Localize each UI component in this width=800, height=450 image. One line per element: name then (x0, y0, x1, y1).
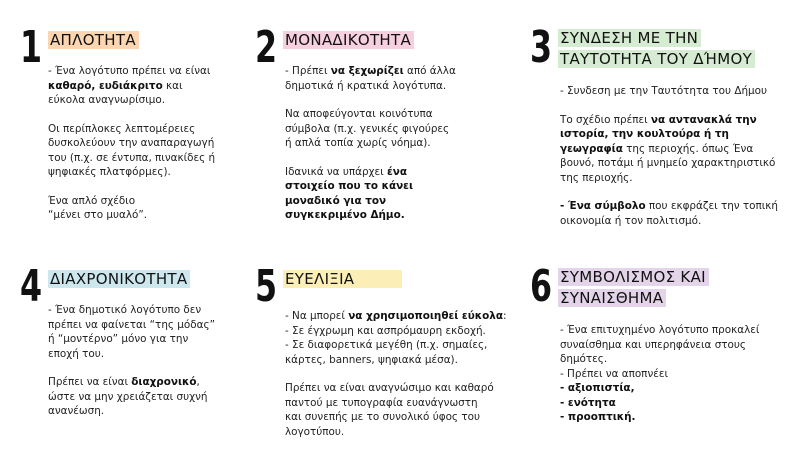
paragraph: - Συνδεση με την Ταυτότητα του Δήμου (560, 85, 768, 97)
section-body (560, 323, 800, 425)
section-number: 1 (20, 22, 43, 73)
bold-text: - Ένα σύμβολο (560, 200, 646, 212)
section-body (48, 64, 258, 223)
paragraph: Να αποφεύγονται κοινότυπα σύμβολα (π.χ. γενικές φιγούρες ή απλά τοπία χωρίς νόημα). (285, 108, 450, 149)
paragraph: Πρέπει να είναι διαχρονικό, ώστε να μην χρειάζεται συχνή ανανέωση. (48, 376, 208, 417)
paragraph: Ιδανικά να υπάρχει ένα στοιχείο που το κάνει μοναδικό για τον συγκεκριμένο Δήμο. (285, 165, 414, 221)
section-body (285, 309, 545, 439)
paragraph: Οι περίπλοκες λεπτομέρειες δυσκολεύουν την αναπαραγωγή του (π.χ. σε έντυπα, πινακίδες ή ψηφιακές πλατφόρμες). (48, 122, 216, 178)
paragraph: Ένα απλό σχέδιο “μένει στο μυαλό”. (48, 194, 148, 221)
paragraph: - Πρέπει να ξεχωρίζει από άλλα δημοτικά ή κρατικά λογότυπα. (285, 65, 456, 92)
paragraph: - Ένα σύμβολο που εκφράζει την τοπική οικονομία ή τον πολιτισμό. (560, 200, 779, 227)
bold-text: καθαρό, ευδιάκριτο (48, 79, 163, 92)
paragraph: Πρέπει να είναι αναγνώσιμο και καθαρό παντού με τυπογραφία ευανάγνωστη και συνεπής με το συνολικό ύφος του λογοτύπου. (285, 382, 494, 438)
section-title: ΣΥΜΒΟΛΙΣΜΟΣ ΚΑΙ ΣΥΝΑΙΣΘΗΜΑ (558, 268, 709, 307)
section-body (48, 303, 263, 419)
section-title: ΜΟΝΑΔΙΚΟΤΗΤΑ (283, 31, 414, 49)
section-title: ΕΥΕΛΙΞΙΑ (283, 270, 402, 288)
paragraph: - Να μπορεί να χρησιμοποιηθεί εύκολα: - Σε έγχρωμη και ασπρόμαυρη εκδοχή. - Σε διαφορετικά μεγέθη (π.χ. σημαίες, κάρτες, banners, ψηφιακά μέσα). (285, 310, 507, 366)
section-number: 4 (20, 261, 43, 312)
bold-text: - αξιοπιστία, - ενότητα - προοπτική. (560, 382, 636, 423)
section-body (285, 64, 525, 223)
bold-text: να χρησιμοποιηθεί εύκολα (348, 310, 503, 322)
section-number: 3 (530, 22, 553, 73)
bold-text: να αντανακλά την ιστορία, την κουλτούρα ή τη γεωγραφία (560, 113, 757, 155)
paragraph: - Ένα δημοτικό λογότυπο δεν πρέπει να φαίνεται “της μόδας” ή “μοντέρνο” μόνο για την εποχή του. (48, 304, 215, 360)
paragraph: Το σχέδιο πρέπει να αντανακλά την ιστορία, την κουλτούρα ή τη γεωγραφία της περιοχής. όπως Ένα βουνό, ποτάμι ή μνημείο χαρακτηριστικό της περιοχής. (560, 113, 776, 184)
section-title: ΔΙΑΧΡΟΝΙΚΟΤΗΤΑ (48, 270, 190, 288)
bold-text: διαχρονικό (131, 376, 197, 388)
section-number: 5 (255, 261, 278, 312)
bold-text: ένα στοιχείο που το κάνει μοναδικό για τον συγκεκριμένο Δήμο. (285, 165, 414, 221)
section-title: ΣΥΝΔΕΣΗ ΜΕ ΤΗΝ ΤΑΥΤΟΤΗΤΑ ΤΟΥ ΔΉΜΟΥ (558, 29, 755, 68)
paragraph: - Ένα λογότυπο πρέπει να είναι καθαρό, ευδιάκριτο και εύκολα αναγνωρίσιμο. (48, 65, 211, 106)
bold-text: να ξεχωρίζει (330, 65, 404, 77)
section-title: ΑΠΛΟΤΗΤΑ (48, 31, 139, 49)
section-body (560, 84, 800, 228)
section-number: 2 (255, 22, 278, 73)
paragraph: - Ένα επιτυχημένο λογότυπο προκαλεί συναίσθημα και υπερηφάνεια στους δημότες. - Πρέπει να αποπνέει - αξιοπιστία, - ενότητα - προοπτική. (560, 324, 760, 423)
section-number: 6 (530, 261, 553, 312)
